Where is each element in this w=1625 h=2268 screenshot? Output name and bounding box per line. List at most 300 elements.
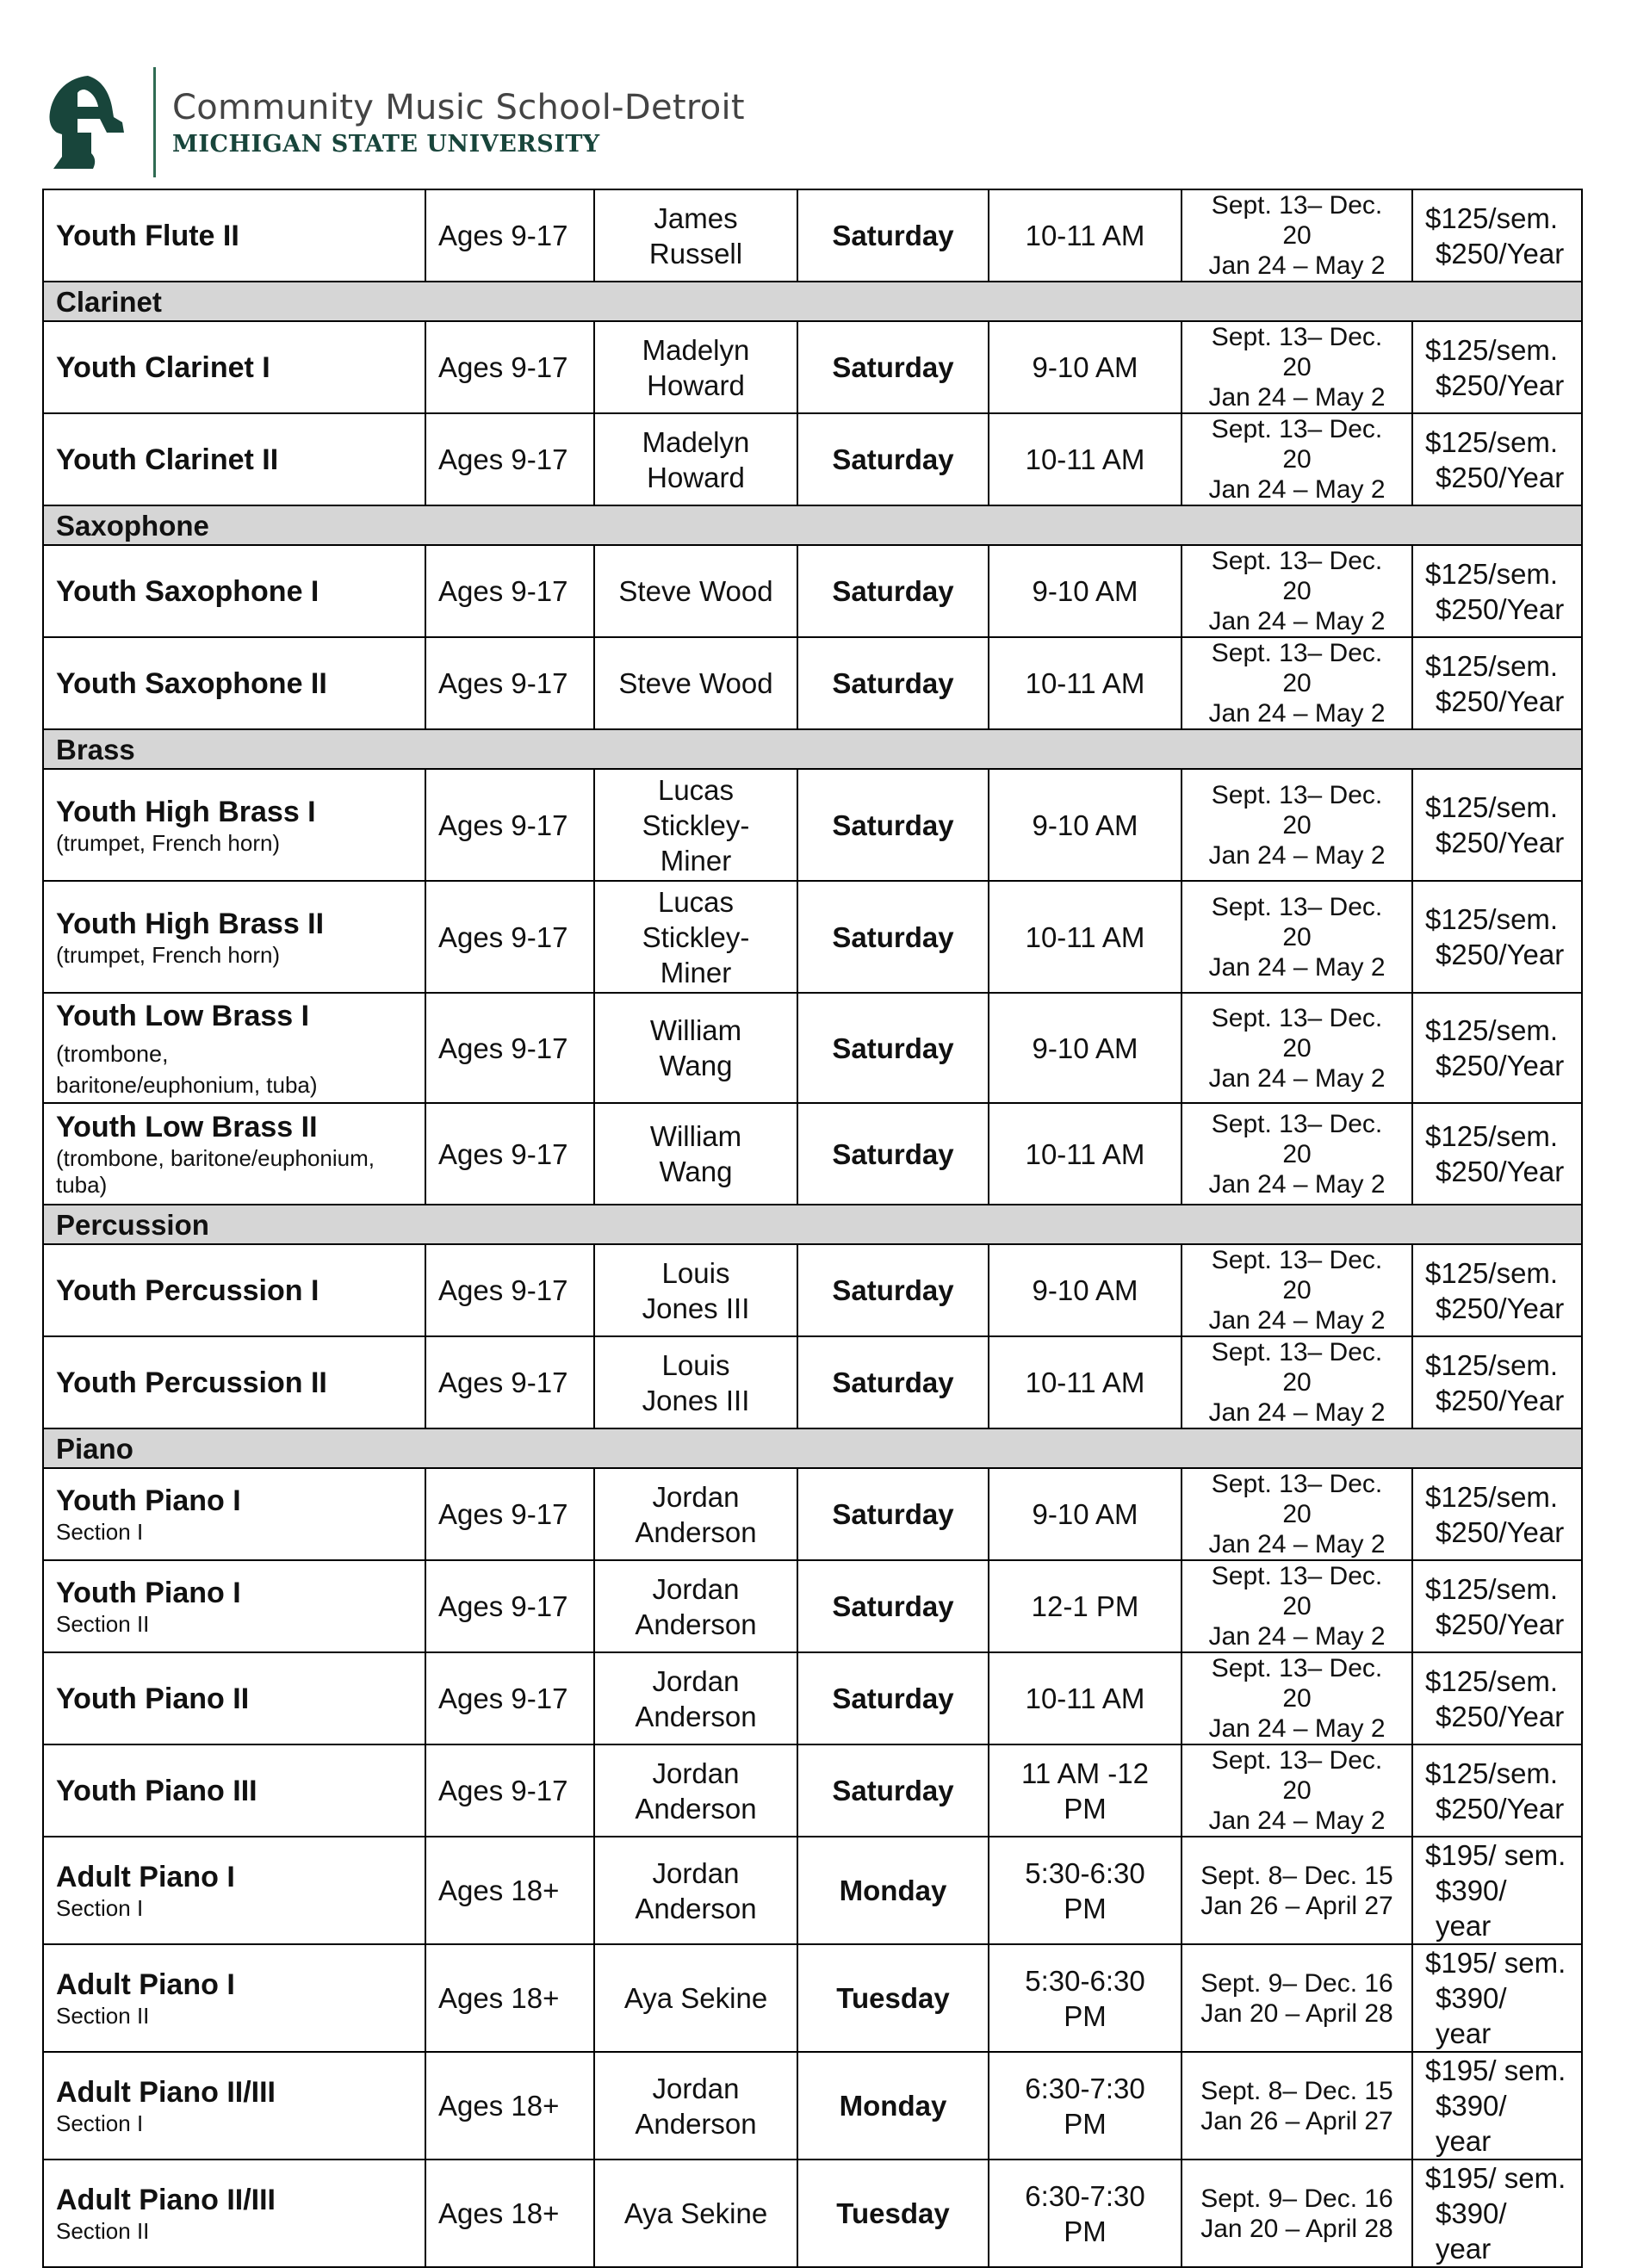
fee-per-semester: $125/sem. — [1425, 1664, 1559, 1697]
session-date-range: Jan 24 – May 2 — [1208, 1622, 1386, 1651]
class-day: Saturday — [797, 1103, 989, 1205]
instructor-name-line: Madelyn — [642, 425, 750, 458]
age-range: Ages 9-17 — [425, 1336, 594, 1428]
course-row — [43, 1468, 1582, 1560]
session-date-range: Jan 24 – May 2 — [1208, 1063, 1386, 1093]
course-name-cell — [43, 545, 425, 637]
course-name: Youth Piano I — [56, 1484, 241, 1517]
session-date-range: Jan 24 – May 2 — [1208, 1806, 1386, 1835]
instructor-name-line: Aya Sekine — [623, 2197, 768, 2229]
class-day: Saturday — [797, 1244, 989, 1336]
age-range: Ages 9-17 — [425, 1652, 594, 1744]
class-day: Saturday — [797, 1336, 989, 1428]
instructor-cell — [594, 189, 797, 282]
course-row — [43, 1837, 1582, 1944]
instructor-cell — [594, 1560, 797, 1652]
course-name: Youth Percussion II — [56, 1366, 327, 1399]
class-day: Tuesday — [797, 2160, 989, 2267]
fee-per-year: $250/Year — [1436, 939, 1565, 970]
tuition-fee-cell — [1412, 1244, 1582, 1336]
class-day: Saturday — [797, 321, 989, 413]
instructor-name-line: Miner — [660, 844, 732, 877]
class-time: 10-11 AM — [989, 413, 1182, 505]
session-date-range: Sept. 13– Dec. 20 — [1211, 1654, 1383, 1713]
session-date-range: Sept. 13– Dec. 20 — [1211, 1746, 1383, 1805]
category-label: Brass — [43, 729, 1582, 769]
instructor-name-line: Russell — [648, 237, 743, 270]
class-time: 9-10 AM — [989, 769, 1182, 881]
tuition-fee-cell — [1412, 881, 1582, 993]
course-row — [43, 1103, 1582, 1205]
fee-per-year: $250/Year — [1436, 1156, 1565, 1187]
class-time: 10-11 AM — [989, 1103, 1182, 1205]
class-time: 10-11 AM — [989, 189, 1182, 282]
fee-per-semester: $125/sem. — [1425, 1348, 1559, 1381]
session-date-range: Sept. 13– Dec. 20 — [1211, 639, 1383, 697]
session-dates-cell — [1182, 2052, 1412, 2160]
course-name-cell — [43, 769, 425, 881]
course-note: Section I — [56, 1519, 144, 1545]
course-name-cell — [43, 1652, 425, 1744]
fee-per-semester: $195/ sem. — [1425, 1947, 1566, 1979]
session-date-range: Sept. 13– Dec. 20 — [1211, 1338, 1383, 1397]
class-time: 9-10 AM — [989, 1468, 1182, 1560]
course-name: Adult Piano I — [56, 1861, 235, 1893]
course-name: Youth High Brass I — [56, 795, 316, 828]
age-range: Ages 9-17 — [425, 1244, 594, 1336]
instructor-cell — [594, 2160, 797, 2267]
tuition-fee-cell — [1412, 2052, 1582, 2160]
tuition-fee-cell — [1412, 637, 1582, 729]
class-day: Saturday — [797, 189, 989, 282]
course-name: Youth Flute II — [56, 219, 239, 252]
session-date-range: Jan 24 – May 2 — [1208, 952, 1386, 982]
course-note: Section I — [56, 2110, 144, 2136]
session-date-range: Jan 26 – April 27 — [1200, 1891, 1393, 1920]
age-range: Ages 9-17 — [425, 189, 594, 282]
instructor-name-line: Anderson — [635, 1792, 757, 1825]
fee-per-year: $250/Year — [1436, 1050, 1565, 1081]
session-date-range: Sept. 13– Dec. 20 — [1211, 547, 1383, 605]
tuition-fee-cell — [1412, 1336, 1582, 1428]
instructor-cell — [594, 769, 797, 881]
course-row — [43, 1944, 1582, 2052]
session-dates-cell — [1182, 321, 1412, 413]
instructor-name-line: Steve Wood — [618, 667, 773, 699]
instructor-cell — [594, 1468, 797, 1560]
fee-per-semester: $125/sem. — [1425, 1480, 1559, 1513]
session-date-range: Sept. 13– Dec. 20 — [1211, 1246, 1383, 1304]
instructor-name-line: William — [649, 1120, 742, 1152]
course-name: Adult Piano I — [56, 1968, 235, 2001]
instructor-cell — [594, 1944, 797, 2052]
class-time: 6:30-7:30 PM — [989, 2160, 1182, 2267]
fee-per-year: $250/Year — [1436, 1384, 1565, 1416]
age-range: Ages 18+ — [425, 2160, 594, 2267]
fee-per-year: $390/ year — [1436, 2090, 1507, 2157]
class-day: Saturday — [797, 545, 989, 637]
category-label: Clarinet — [43, 282, 1582, 321]
session-date-range: Jan 24 – May 2 — [1208, 699, 1386, 728]
age-range: Ages 9-17 — [425, 1560, 594, 1652]
session-date-range: Jan 24 – May 2 — [1208, 1306, 1386, 1335]
instructor-cell — [594, 637, 797, 729]
session-date-range: Sept. 8– Dec. 15 — [1200, 1861, 1393, 1890]
course-name-cell — [43, 1336, 425, 1428]
fee-per-year: $250/Year — [1436, 461, 1565, 493]
session-dates-cell — [1182, 1652, 1412, 1744]
class-time: 5:30-6:30 PM — [989, 1944, 1182, 2052]
instructor-name-line: Lucas — [657, 885, 735, 918]
session-dates-cell — [1182, 189, 1412, 282]
instructor-name-line: Louis — [661, 1348, 730, 1381]
session-dates-cell — [1182, 1103, 1412, 1205]
instructor-name-line: Anderson — [635, 1700, 757, 1732]
session-date-range: Sept. 13– Dec. 20 — [1211, 1109, 1383, 1168]
course-note: (trombone, baritone/euphonium, tuba) — [56, 1145, 375, 1198]
instructor-name-line: Jordan — [652, 1757, 740, 1789]
fee-per-semester: $195/ sem. — [1425, 2162, 1566, 2194]
class-day: Saturday — [797, 1652, 989, 1744]
course-name-cell — [43, 1944, 425, 2052]
fee-per-year: $250/Year — [1436, 369, 1565, 401]
category-label: Saxophone — [43, 505, 1582, 545]
session-dates-cell — [1182, 545, 1412, 637]
course-schedule-table — [42, 189, 1583, 2268]
course-name: Youth Piano I — [56, 1577, 241, 1609]
age-range: Ages 9-17 — [425, 545, 594, 637]
instructor-name-line: Howard — [647, 369, 745, 401]
course-name: Youth Clarinet II — [56, 443, 279, 476]
age-range: Ages 9-17 — [425, 321, 594, 413]
session-date-range: Jan 24 – May 2 — [1208, 1169, 1386, 1199]
course-note: Section I — [56, 1895, 144, 1921]
course-name: Youth High Brass II — [56, 907, 325, 940]
instructor-name-line: Wang — [659, 1156, 733, 1187]
course-row — [43, 189, 1582, 282]
spartan-helmet-icon — [43, 72, 129, 174]
class-day: Saturday — [797, 637, 989, 729]
session-dates-cell — [1182, 993, 1412, 1103]
fee-per-year: $250/Year — [1436, 1792, 1565, 1825]
class-day: Saturday — [797, 769, 989, 881]
class-time: 9-10 AM — [989, 993, 1182, 1103]
fee-per-year: $250/Year — [1436, 592, 1565, 625]
tuition-fee-cell — [1412, 1652, 1582, 1744]
course-name-cell — [43, 413, 425, 505]
course-row — [43, 1744, 1582, 1837]
age-range: Ages 9-17 — [425, 1468, 594, 1560]
instructor-name-line: Louis — [661, 1256, 730, 1289]
tuition-fee-cell — [1412, 1837, 1582, 1944]
session-date-range: Jan 24 – May 2 — [1208, 383, 1386, 412]
session-dates-cell — [1182, 413, 1412, 505]
course-row — [43, 1560, 1582, 1652]
course-name: Youth Low Brass II — [56, 1111, 318, 1143]
instructor-name-line: Madelyn — [642, 333, 750, 366]
class-time: 10-11 AM — [989, 1336, 1182, 1428]
session-dates-cell — [1182, 769, 1412, 881]
tuition-fee-cell — [1412, 189, 1582, 282]
class-time: 10-11 AM — [989, 1652, 1182, 1744]
course-name: Adult Piano II/III — [56, 2076, 276, 2109]
course-row — [43, 545, 1582, 637]
course-note-inline: (trombone, — [56, 1040, 169, 1067]
course-name-cell — [43, 1837, 425, 1944]
fee-per-semester: $125/sem. — [1425, 903, 1559, 935]
instructor-name-line: Jordan — [652, 1664, 740, 1697]
course-name: Youth Percussion I — [56, 1273, 319, 1307]
class-day: Saturday — [797, 993, 989, 1103]
fee-per-semester: $125/sem. — [1425, 1014, 1559, 1046]
class-day: Saturday — [797, 881, 989, 993]
class-day: Monday — [797, 1837, 989, 1944]
age-range: Ages 18+ — [425, 1944, 594, 2052]
course-name-cell — [43, 1560, 425, 1652]
session-date-range: Jan 24 – May 2 — [1208, 1714, 1386, 1743]
course-name-cell — [43, 189, 425, 282]
session-date-range: Jan 24 – May 2 — [1208, 1398, 1386, 1427]
course-name-cell — [43, 1103, 425, 1205]
fee-per-semester: $125/sem. — [1425, 425, 1559, 458]
university-name: MICHIGAN STATE UNIVERSITY — [172, 131, 600, 158]
instructor-name-line: Anderson — [635, 1608, 757, 1640]
session-dates-cell — [1182, 1244, 1412, 1336]
class-time: 9-10 AM — [989, 1244, 1182, 1336]
session-dates-cell — [1182, 637, 1412, 729]
class-day: Saturday — [797, 1744, 989, 1837]
school-name: Community Music School-Detroit — [172, 88, 745, 127]
session-date-range: Jan 20 – April 28 — [1200, 1998, 1393, 2028]
instructor-name-line: Howard — [647, 461, 745, 493]
session-date-range: Sept. 13– Dec. 20 — [1211, 1562, 1383, 1620]
fee-per-semester: $125/sem. — [1425, 649, 1559, 682]
course-name-cell — [43, 993, 425, 1103]
instructor-name-line: Jordan — [652, 1480, 740, 1513]
course-name-cell — [43, 1244, 425, 1336]
instructor-name-line: Lucas — [657, 773, 735, 806]
instructor-name-line: Anderson — [635, 1892, 757, 1924]
course-name: Adult Piano II/III — [56, 2184, 276, 2216]
fee-per-semester: $125/sem. — [1425, 1757, 1559, 1789]
tuition-fee-cell — [1412, 413, 1582, 505]
fee-per-semester: $125/sem. — [1425, 1120, 1559, 1152]
course-row — [43, 881, 1582, 993]
age-range: Ages 18+ — [425, 1837, 594, 1944]
class-day: Tuesday — [797, 1944, 989, 2052]
course-note: Section II — [56, 2218, 150, 2244]
category-row — [43, 1205, 1582, 1244]
course-row — [43, 2052, 1582, 2160]
instructor-name-line: Jordan — [652, 1572, 740, 1605]
instructor-cell — [594, 321, 797, 413]
course-row — [43, 1336, 1582, 1428]
course-name: Youth Low Brass I — [56, 999, 310, 1032]
class-day: Saturday — [797, 1560, 989, 1652]
fee-per-year: $250/Year — [1436, 1700, 1565, 1732]
session-date-range: Sept. 13– Dec. 20 — [1211, 892, 1383, 951]
instructor-name-line: James — [654, 201, 738, 234]
session-date-range: Sept. 9– Dec. 16 — [1200, 1968, 1393, 1998]
session-date-range: Sept. 13– Dec. 20 — [1211, 323, 1383, 381]
fee-per-year: $250/Year — [1436, 237, 1565, 270]
session-date-range: Jan 24 – May 2 — [1208, 251, 1386, 280]
session-dates-cell — [1182, 1560, 1412, 1652]
tuition-fee-cell — [1412, 993, 1582, 1103]
course-note: Section II — [56, 1611, 150, 1637]
course-row — [43, 993, 1582, 1103]
fee-per-semester: $195/ sem. — [1425, 1839, 1566, 1871]
age-range: Ages 9-17 — [425, 1744, 594, 1837]
instructor-name-line: Stickley- — [642, 920, 750, 953]
session-date-range: Sept. 13– Dec. 20 — [1211, 415, 1383, 474]
course-name-cell — [43, 637, 425, 729]
course-row — [43, 413, 1582, 505]
course-name: Youth Saxophone II — [56, 666, 327, 700]
course-note: (trumpet, French horn) — [56, 829, 281, 856]
tuition-fee-cell — [1412, 321, 1582, 413]
fee-per-semester: $125/sem. — [1425, 1256, 1559, 1289]
age-range: Ages 18+ — [425, 2052, 594, 2160]
tuition-fee-cell — [1412, 2160, 1582, 2267]
session-date-range: Sept. 13– Dec. 20 — [1211, 1470, 1383, 1528]
fee-per-year: $250/Year — [1436, 1292, 1565, 1324]
session-date-range: Sept. 13– Dec. 20 — [1211, 780, 1383, 840]
class-time: 6:30-7:30 PM — [989, 2052, 1182, 2160]
fee-per-semester: $125/sem. — [1425, 201, 1559, 234]
fee-per-year: $250/Year — [1436, 685, 1565, 717]
session-date-range: Jan 24 – May 2 — [1208, 475, 1386, 504]
session-date-range: Sept. 13– Dec. 20 — [1211, 1003, 1383, 1063]
course-name: Youth Piano III — [56, 1774, 257, 1807]
instructor-cell — [594, 1244, 797, 1336]
class-time: 9-10 AM — [989, 321, 1182, 413]
instructor-cell — [594, 413, 797, 505]
instructor-cell — [594, 1744, 797, 1837]
age-range: Ages 9-17 — [425, 993, 594, 1103]
session-date-range: Sept. 9– Dec. 16 — [1200, 2184, 1393, 2213]
instructor-name-line: Anderson — [635, 1515, 757, 1548]
instructor-name-line: Jones III — [642, 1384, 750, 1416]
fee-per-year: $390/ year — [1436, 1982, 1507, 2049]
course-note: Section II — [56, 2003, 150, 2029]
course-name-cell — [43, 881, 425, 993]
fee-per-semester: $125/sem. — [1425, 333, 1559, 366]
session-dates-cell — [1182, 1837, 1412, 1944]
course-name: Youth Saxophone I — [56, 574, 319, 608]
instructor-name-line: Anderson — [635, 2107, 757, 2140]
fee-per-semester: $125/sem. — [1425, 557, 1559, 590]
class-time: 10-11 AM — [989, 881, 1182, 993]
instructor-name-line: Stickley- — [642, 809, 750, 841]
fee-per-year: $250/Year — [1436, 1515, 1565, 1548]
session-dates-cell — [1182, 1944, 1412, 2052]
instructor-cell — [594, 881, 797, 993]
session-date-range: Jan 20 – April 28 — [1200, 2214, 1393, 2243]
age-range: Ages 9-17 — [425, 413, 594, 505]
course-name-cell — [43, 1468, 425, 1560]
fee-per-year: $250/Year — [1436, 827, 1565, 858]
age-range: Ages 9-17 — [425, 1103, 594, 1205]
instructor-cell — [594, 1652, 797, 1744]
class-time: 9-10 AM — [989, 545, 1182, 637]
course-row — [43, 1244, 1582, 1336]
tuition-fee-cell — [1412, 1944, 1582, 2052]
category-row — [43, 282, 1582, 321]
session-dates-cell — [1182, 1744, 1412, 1837]
tuition-fee-cell — [1412, 1744, 1582, 1837]
fee-per-year: $390/ year — [1436, 1875, 1507, 1942]
instructor-cell — [594, 1103, 797, 1205]
fee-per-semester: $125/sem. — [1425, 1572, 1559, 1605]
session-date-range: Jan 24 – May 2 — [1208, 1530, 1386, 1558]
session-dates-cell — [1182, 881, 1412, 993]
tuition-fee-cell — [1412, 1103, 1582, 1205]
category-row — [43, 1428, 1582, 1468]
instructor-cell — [594, 1837, 797, 1944]
instructor-name-line: Jordan — [652, 2072, 740, 2104]
instructor-name-line: William — [649, 1014, 742, 1046]
class-time: 11 AM -12 PM — [989, 1744, 1182, 1837]
session-date-range: Sept. 8– Dec. 15 — [1200, 2076, 1393, 2105]
instructor-name-line: Aya Sekine — [623, 1982, 768, 2014]
category-row — [43, 505, 1582, 545]
fee-per-year: $390/ year — [1436, 2197, 1507, 2265]
session-date-range: Sept. 13– Dec. 20 — [1211, 191, 1383, 250]
course-row — [43, 2160, 1582, 2267]
category-label: Percussion — [43, 1205, 1582, 1244]
instructor-cell — [594, 1336, 797, 1428]
class-time: 10-11 AM — [989, 637, 1182, 729]
class-day: Saturday — [797, 413, 989, 505]
course-row — [43, 321, 1582, 413]
tuition-fee-cell — [1412, 769, 1582, 881]
fee-per-year: $250/Year — [1436, 1608, 1565, 1640]
course-name-cell — [43, 2160, 425, 2267]
category-row — [43, 729, 1582, 769]
category-label: Piano — [43, 1428, 1582, 1468]
course-row — [43, 1652, 1582, 1744]
class-time: 12-1 PM — [989, 1560, 1182, 1652]
instructor-name-line: Wang — [659, 1050, 733, 1081]
session-date-range: Jan 26 – April 27 — [1200, 2106, 1393, 2135]
fee-per-semester: $125/sem. — [1425, 791, 1559, 823]
instructor-name-line: Jordan — [652, 1856, 740, 1889]
course-name: Youth Clarinet I — [56, 350, 270, 384]
instructor-name-line: Jones III — [642, 1292, 750, 1324]
session-date-range: Jan 24 – May 2 — [1208, 607, 1386, 635]
tuition-fee-cell — [1412, 1560, 1582, 1652]
instructor-cell — [594, 545, 797, 637]
course-name-cell — [43, 321, 425, 413]
age-range: Ages 9-17 — [425, 881, 594, 993]
course-name: Youth Piano II — [56, 1682, 250, 1715]
course-note: (trumpet, French horn) — [56, 941, 281, 968]
session-dates-cell — [1182, 1336, 1412, 1428]
session-dates-cell — [1182, 1468, 1412, 1560]
course-row — [43, 637, 1582, 729]
age-range: Ages 9-17 — [425, 637, 594, 729]
instructor-name-line: Steve Wood — [618, 575, 773, 607]
session-date-range: Jan 24 – May 2 — [1208, 840, 1386, 870]
page-header — [43, 62, 818, 178]
class-time: 5:30-6:30 PM — [989, 1837, 1182, 1944]
fee-per-semester: $195/ sem. — [1425, 2054, 1566, 2086]
course-name-cell — [43, 1744, 425, 1837]
session-dates-cell — [1182, 2160, 1412, 2267]
header-divider — [153, 67, 156, 177]
course-row — [43, 769, 1582, 881]
